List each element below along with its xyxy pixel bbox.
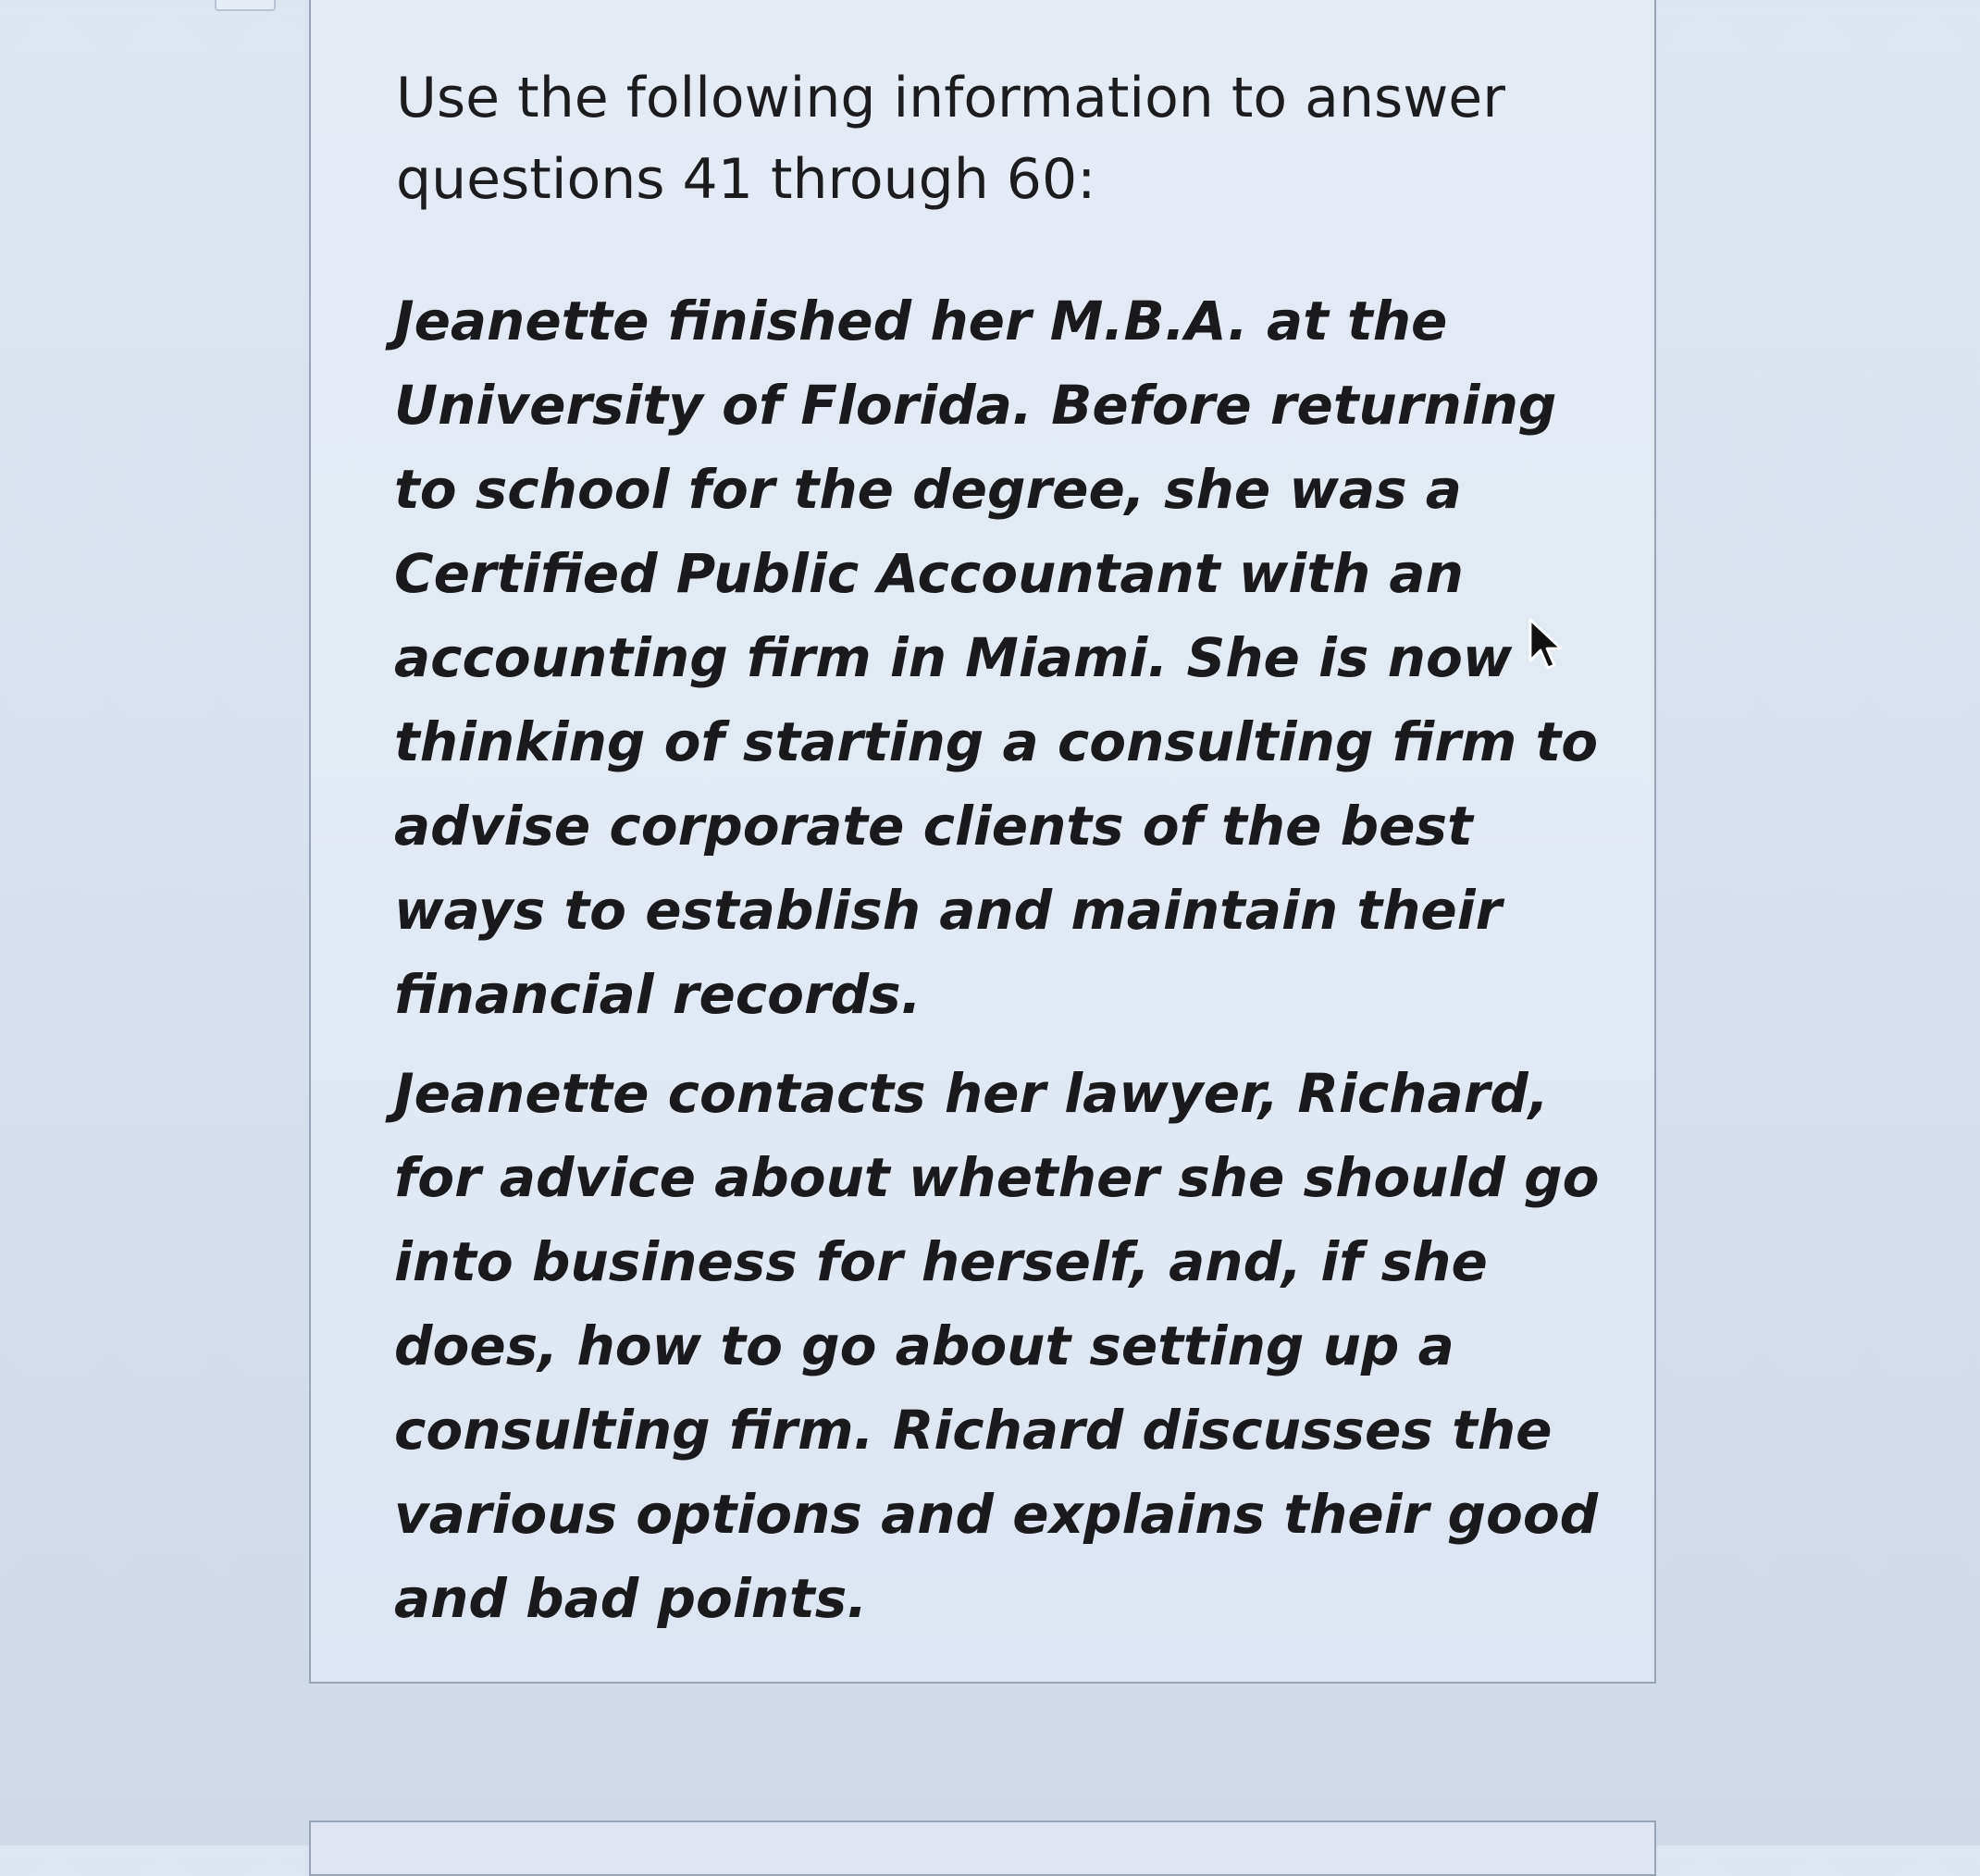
question-panel [309, 0, 1656, 1684]
previous-panel-edge [215, 0, 276, 11]
mouse-pointer-icon [1528, 618, 1565, 677]
scenario-paragraph-2: Jeanette contacts her lawyer, Richard, for advice about whether she should go into business for herself, and, if she does, how to go about setting up a consulting firm. Richard discusses the various options and explains their good and bad points. [394, 1062, 1600, 1630]
scenario-paragraph-1: Jeanette finished her M.B.A. at the University of Florida. Before returning to school for the degree, she was a Certified Public Accountant with an accounting firm in Miami. She is now thinking of starting a consulting firm to advise corporate clients of the best ways to establish and maintain their financial records. [394, 290, 1599, 1026]
question-intro: Use the following information to answer questions 41 through 60: [396, 66, 1505, 212]
next-question-panel [309, 1820, 1656, 1876]
